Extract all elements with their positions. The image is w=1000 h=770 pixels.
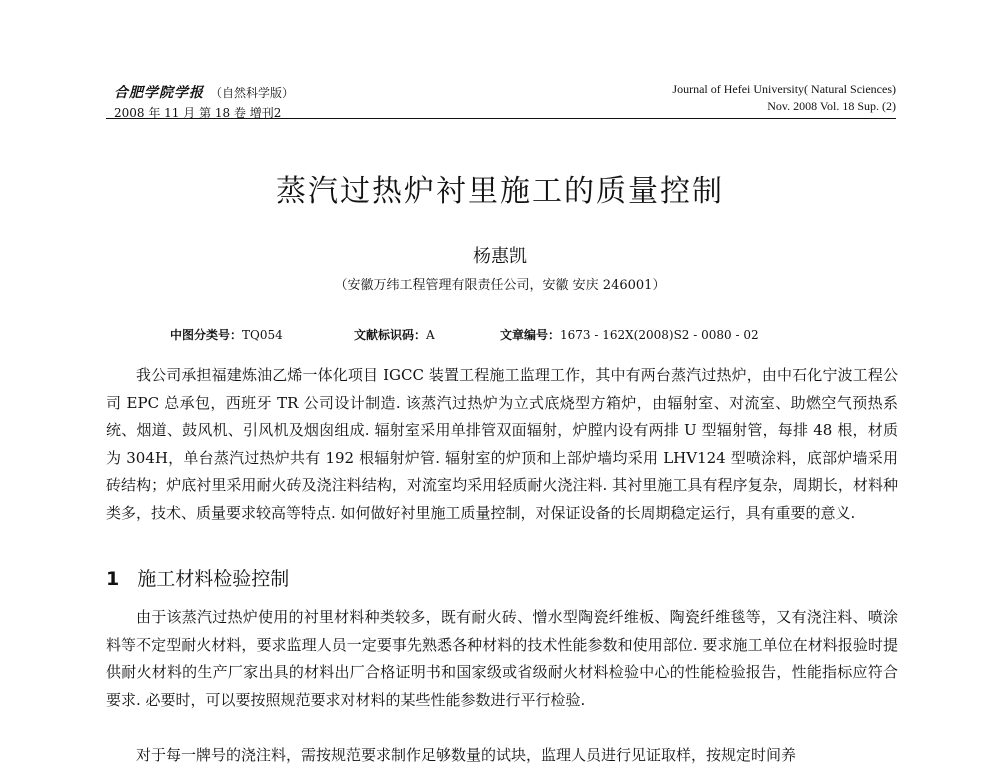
journal-name-cn: 合肥学院学报: [114, 85, 204, 101]
article-title: 蒸汽过热炉衬里施工的质量控制: [276, 174, 724, 209]
section-number: 1: [106, 568, 120, 590]
document-code: [354, 326, 435, 343]
section-title: 施工材料检验控制: [137, 568, 290, 590]
article-number-value: 1673 - 162X(2008)S2 - 0080 - 02: [560, 328, 759, 342]
section1-paragraph-2: 对于每一牌号的浇注料，需按规范要求制作足够数量的试块，监理人员进行见证取样，按规定时间养: [136, 746, 797, 764]
document-code-value: A: [426, 328, 435, 342]
article-number-label: 文章编号：: [500, 328, 561, 342]
journal-header-en: [576, 82, 896, 114]
classification-label: 中图分类号：: [170, 328, 243, 342]
author-affiliation: （安徽万纬工程管理有限责任公司，安徽 安庆 246001）: [334, 278, 666, 293]
classification-value: TQ054: [242, 328, 283, 342]
classification-number: [170, 326, 283, 343]
section1-paragraph-1: 由于该蒸汽过热炉使用的衬里材料种类较多，既有耐火砖、憎水型陶瓷纤维板、陶瓷纤维毯等，又有浇注料、喷涂料等不定型耐火材料，要求监理人员一定要事先熟悉各种材料的技术性能参数和使用部位. 要求施工单位在材料报验时提供耐火材料的生产厂家出具的材料出厂合格证明书和国家级或省级耐火材料检验中心的性能检验报告，性能指标应符合要求. 必要时，可以要按照规范要求对材料的某些性能参数进行平行检验.: [106, 608, 898, 709]
article-number: [500, 326, 759, 343]
journal-edition-cn: （自然科学版）: [210, 86, 295, 100]
section-heading: [106, 564, 289, 591]
journal-header-cn: [114, 82, 354, 121]
issue-info-en: Nov. 2008 Vol. 18 Sup. (2): [767, 99, 896, 113]
document-code-label: 文献标识码：: [354, 328, 427, 342]
author-name: 杨惠凯: [473, 246, 527, 267]
issue-info-cn: 2008 年 11 月 第 18 卷 增刊2: [114, 106, 282, 120]
intro-paragraph: 我公司承担福建炼油乙烯一体化项目 IGCC 装置工程施工监理工作，其中有两台蒸汽过热炉，由中石化宁波工程公司 EPC 总承包，西班牙 TR 公司设计制造. 该蒸汽过热炉为立式底烧型方箱炉，由辐射室、对流室、助燃空气预热系统、烟道、鼓风机、引风机及烟囱组成. 辐射室采用单排管双面辐射，炉膛内设有两排 U 型辐射管，每排 48 根，材质为 304H，单台蒸汽过热炉共有 192 根辐射炉管. 辐射室的炉顶和上部炉墙均采用 LHV124 型喷涂料，底部炉墙采用砖结构；炉底衬里采用耐火砖及浇注料结构，对流室均采用轻质耐火浇注料. 其衬里施工具有程序复杂，周期长，材料种类多，技术、质量要求较高等特点. 如何做好衬里施工质量控制，对保证设备的长周期稳定运行，具有重要的意义.: [106, 366, 898, 522]
header-divider: [106, 118, 896, 119]
journal-name-en: Journal of Hefei University( Natural Sciences): [672, 82, 896, 96]
